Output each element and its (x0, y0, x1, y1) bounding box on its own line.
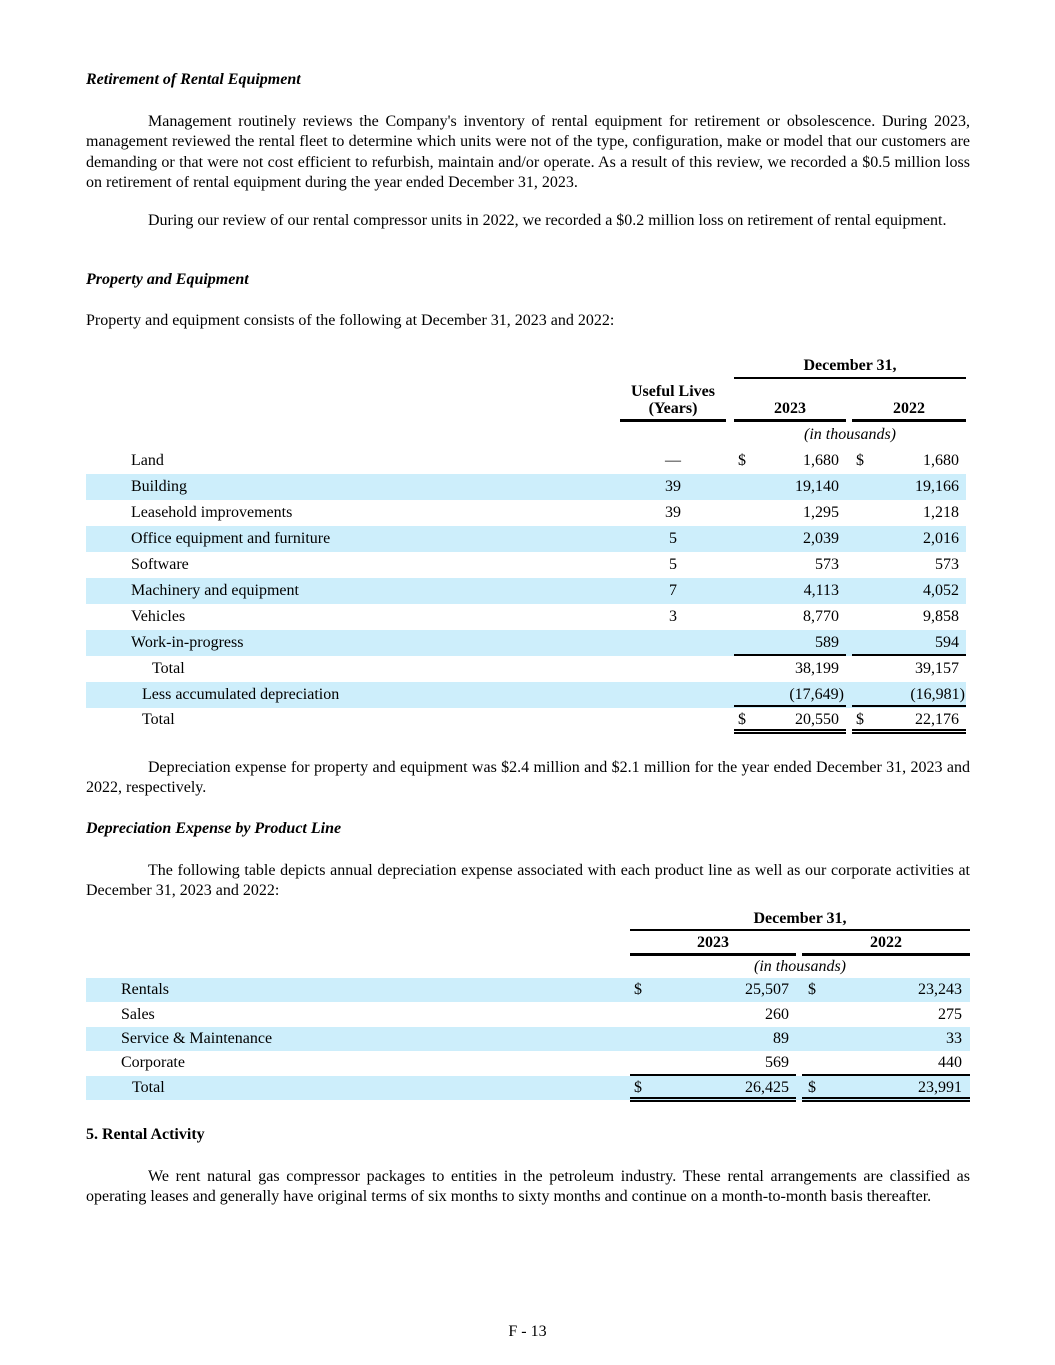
row-label: Work-in-progress (131, 634, 244, 651)
table2-subtotal-rule-2022 (802, 1074, 970, 1076)
row-label: Rentals (121, 981, 169, 998)
row-value-2023: 19,140 (795, 478, 839, 495)
currency-symbol: $ (808, 1079, 816, 1096)
total-double-rule-2022 (852, 729, 966, 734)
table-row-subtotal (86, 656, 966, 682)
row-label: Building (131, 478, 188, 495)
total-double-rule-2023 (734, 729, 846, 734)
row-label: Office equipment and furniture (131, 530, 331, 547)
table-row (86, 1027, 970, 1051)
table-row (86, 978, 970, 1002)
row-label: Vehicles (131, 608, 186, 625)
row-value-2023: 25,507 (745, 981, 789, 998)
table-row (86, 448, 966, 474)
currency-symbol: $ (856, 452, 864, 469)
table2-col-2023: 2023 (697, 934, 729, 951)
section-heading-depreciation: Depreciation Expense by Product Line (86, 820, 342, 837)
table1-header-rule (734, 377, 966, 379)
row-value-2022: 22,176 (915, 711, 959, 728)
currency-symbol: $ (738, 711, 746, 728)
currency-symbol: $ (738, 452, 746, 469)
row-value-2023: 2,039 (803, 530, 839, 547)
row-life: 5 (669, 530, 677, 547)
row-value-2023: 569 (765, 1054, 789, 1071)
row-value-2022: 1,680 (923, 452, 959, 469)
row-value-2022: 440 (938, 1054, 962, 1071)
table1-col-life-line2: (Years) (648, 400, 698, 417)
table1-units: (in thousands) (804, 426, 896, 443)
table-row (86, 526, 966, 552)
row-label: Machinery and equipment (131, 582, 299, 599)
table1-col-rule-2022 (852, 419, 966, 422)
retirement-paragraph-1-text: Management routinely reviews the Company's inventory of rental equipment for retirement or obsolescence. During 2023, management reviewed the rental fleet to determine which units were not of the type, configuration, make or model that our customers are demanding or that were not cost efficient to refurbish, maintain and/or operate. As a result of this review, we recorded a $0.5 million loss on retirement of rental equipment during the year ended December 31, 2023. (86, 113, 970, 191)
row-value-2023: 8,770 (803, 608, 839, 625)
table1-col-2023: 2023 (774, 400, 806, 417)
section-heading-rental-activity: 5. Rental Activity (86, 1126, 205, 1143)
table2-units: (in thousands) (754, 958, 846, 975)
depreciation-intro (86, 861, 970, 902)
rental-activity-text: We rent natural gas compressor packages to entities in the petroleum industry. These rental arrangements are classified as operating leases and generally have original terms of six months to sixty months and continue on a month-to-month basis thereafter. (86, 1168, 970, 1206)
table2-header-rule (630, 929, 970, 931)
row-label: Software (131, 556, 189, 573)
rental-activity-paragraph (86, 1167, 970, 1208)
row-value-2022: 19,166 (915, 478, 959, 495)
page-number: F - 13 (508, 1323, 547, 1340)
table-row (86, 1051, 970, 1075)
table-row (86, 474, 966, 500)
property-after-text: Depreciation expense for property and equipment was $2.4 million and $2.1 million for the year ended December 31, 2023 and 2022, respectively. (86, 759, 970, 797)
row-label: Total (132, 1079, 165, 1096)
table2-double-rule-2022 (802, 1097, 970, 1102)
row-life: 5 (669, 556, 677, 573)
row-value-2022: 1,218 (923, 504, 959, 521)
retirement-paragraph-2 (86, 211, 970, 231)
currency-symbol: $ (808, 981, 816, 998)
row-value-2022: 23,991 (918, 1079, 962, 1096)
table1-col-rule-life (620, 419, 726, 422)
row-value-2022: 33 (946, 1030, 962, 1047)
table-row (86, 578, 966, 604)
table1-col-rule-2023 (734, 419, 846, 422)
table2-col-rule-2023 (630, 953, 796, 956)
row-value-2022: 275 (938, 1006, 962, 1023)
row-label: Total (152, 660, 185, 677)
table2-col-rule-2022 (802, 953, 970, 956)
row-label: Service & Maintenance (121, 1030, 273, 1047)
table1-col-life-line1: Useful Lives (631, 383, 715, 400)
row-value-2023: 1,680 (803, 452, 839, 469)
retirement-paragraph-1 (86, 112, 970, 193)
row-label: Land (131, 452, 164, 469)
row-value-2022: 594 (935, 634, 959, 651)
row-life: 39 (665, 478, 681, 495)
row-value-2022: 39,157 (915, 660, 959, 677)
table-row (86, 552, 966, 578)
row-value-2023: 589 (815, 634, 839, 651)
currency-symbol: $ (856, 711, 864, 728)
row-value-2023: 26,425 (745, 1079, 789, 1096)
table-row (86, 1003, 970, 1027)
table1-header-group: December 31, (803, 357, 897, 374)
row-label: Corporate (121, 1054, 185, 1071)
property-intro: Property and equipment consists of the following at December 31, 2023 and 2022: (86, 312, 615, 329)
row-value-2023: 38,199 (795, 660, 839, 677)
row-value-2022: 573 (935, 556, 959, 573)
table2-header-group: December 31, (753, 910, 847, 927)
row-life: 7 (669, 582, 677, 599)
row-value-2023: 1,295 (803, 504, 839, 521)
table2-double-rule-2023 (630, 1097, 796, 1102)
table-row (86, 630, 966, 656)
row-life: 39 (665, 504, 681, 521)
table-row (86, 604, 966, 630)
table2-col-2022: 2022 (870, 934, 902, 951)
row-value-2023: 4,113 (803, 582, 839, 599)
row-label: Less accumulated depreciation (142, 686, 340, 703)
row-value-2023: (17,649) (789, 686, 844, 703)
row-label: Total (142, 711, 175, 728)
row-life: — (665, 452, 681, 469)
row-label: Leasehold improvements (131, 504, 293, 521)
row-value-2022: 2,016 (923, 530, 959, 547)
section-heading-property: Property and Equipment (86, 271, 249, 288)
table-row (86, 500, 966, 526)
row-value-2023: 260 (765, 1006, 789, 1023)
table2-subtotal-rule-2023 (630, 1074, 796, 1076)
depreciation-intro-text: The following table depicts annual depreciation expense associated with each product line as well as our corporate activities at December 31, 2023 and 2022: (86, 862, 970, 900)
row-value-2023: 20,550 (795, 711, 839, 728)
row-value-2023: 573 (815, 556, 839, 573)
row-value-2022: 9,858 (923, 608, 959, 625)
currency-symbol: $ (634, 1079, 642, 1096)
row-value-2022: 4,052 (923, 582, 959, 599)
table1-col-2022: 2022 (893, 400, 925, 417)
row-value-2022: 23,243 (918, 981, 962, 998)
row-value-2023: 89 (773, 1030, 789, 1047)
section-heading-retirement: Retirement of Rental Equipment (86, 71, 301, 88)
retirement-paragraph-2-text: During our review of our rental compressor units in 2022, we recorded a $0.2 million loss on retirement of rental equipment. (148, 212, 947, 229)
row-label: Sales (121, 1006, 155, 1023)
row-value-2022: (16,981) (910, 686, 965, 703)
row-life: 3 (669, 608, 677, 625)
property-after-paragraph (86, 758, 970, 799)
currency-symbol: $ (634, 981, 642, 998)
